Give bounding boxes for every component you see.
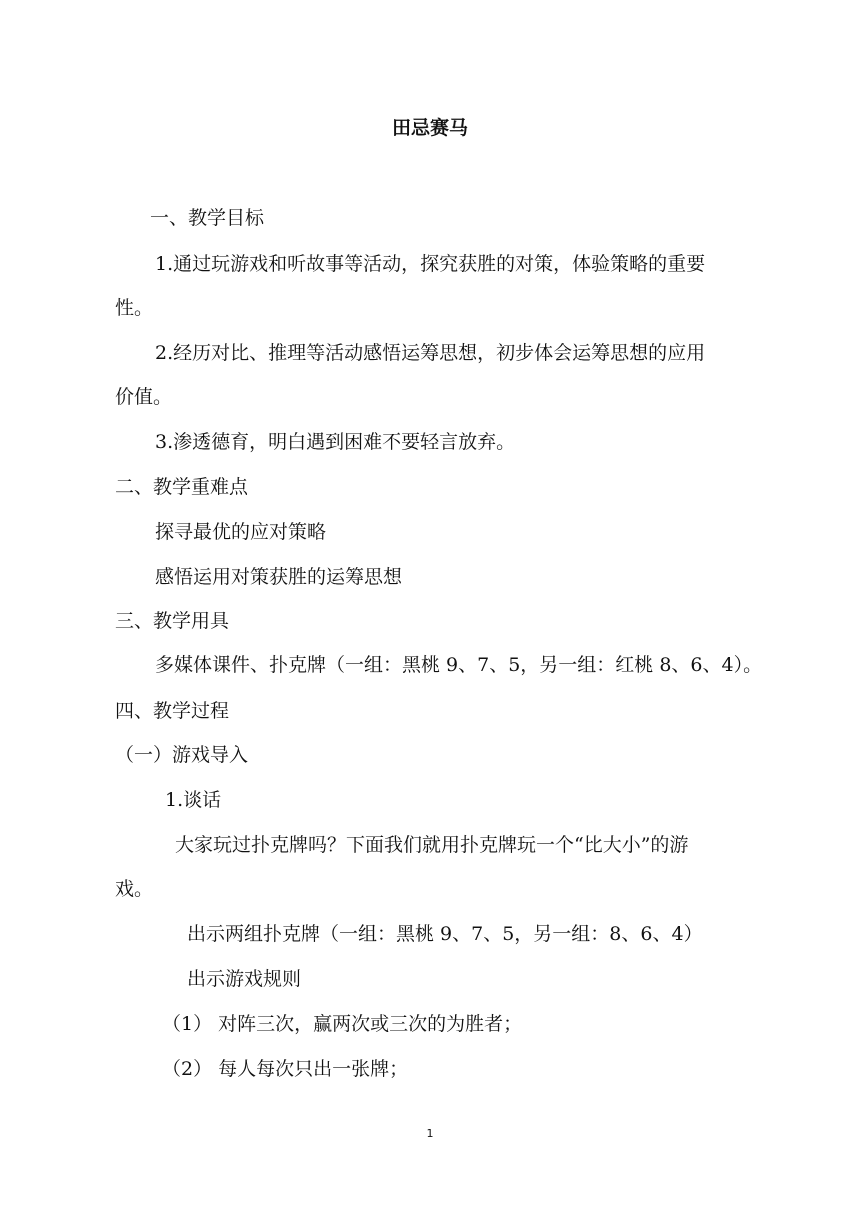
objective-1-line-1: 1.通过玩游戏和听故事等活动，探究获胜的对策，体验策略的重要 <box>155 253 706 275</box>
rule-2: （2） 每人每次只出一张牌； <box>162 1058 409 1080</box>
show-cards-line: 出示两组扑克牌（一组：黑桃 9、7、5，另一组：8、6、4） <box>187 923 703 945</box>
section-heading-tools: 三、教学用具 <box>115 610 230 632</box>
section-heading-objectives: 一、教学目标 <box>150 207 265 229</box>
section-heading-key-points: 二、教学重难点 <box>115 476 249 498</box>
talk-line-1: 大家玩过扑克牌吗？下面我们就用扑克牌玩一个“比大小”的游 <box>175 834 689 856</box>
objective-3: 3.渗透德育，明白遇到困难不要轻言放弃。 <box>155 431 516 453</box>
objective-1-line-2: 性。 <box>115 297 154 319</box>
talk-line-2: 戏。 <box>115 878 154 900</box>
key-point-2: 感悟运用对策获胜的运筹思想 <box>155 566 403 588</box>
section-heading-process: 四、教学过程 <box>115 700 230 722</box>
tools-line: 多媒体课件、扑克牌（一组：黑桃 9、7、5，另一组：红桃 8、6、4）。 <box>155 654 763 676</box>
objective-2-line-2: 价值。 <box>115 386 173 408</box>
key-point-1: 探寻最优的应对策略 <box>155 521 327 543</box>
page-number: 1 <box>426 1127 434 1140</box>
rule-1: （1） 对阵三次，赢两次或三次的为胜者； <box>162 1013 523 1035</box>
subsection-game-intro: （一）游戏导入 <box>115 744 249 766</box>
show-rules-line: 出示游戏规则 <box>187 968 302 990</box>
objective-2-line-1: 2.经历对比、推理等活动感悟运筹思想，初步体会运筹思想的应用 <box>155 342 706 364</box>
document-title: 田忌赛马 <box>391 117 468 139</box>
step-1-talk: 1.谈话 <box>165 789 222 811</box>
